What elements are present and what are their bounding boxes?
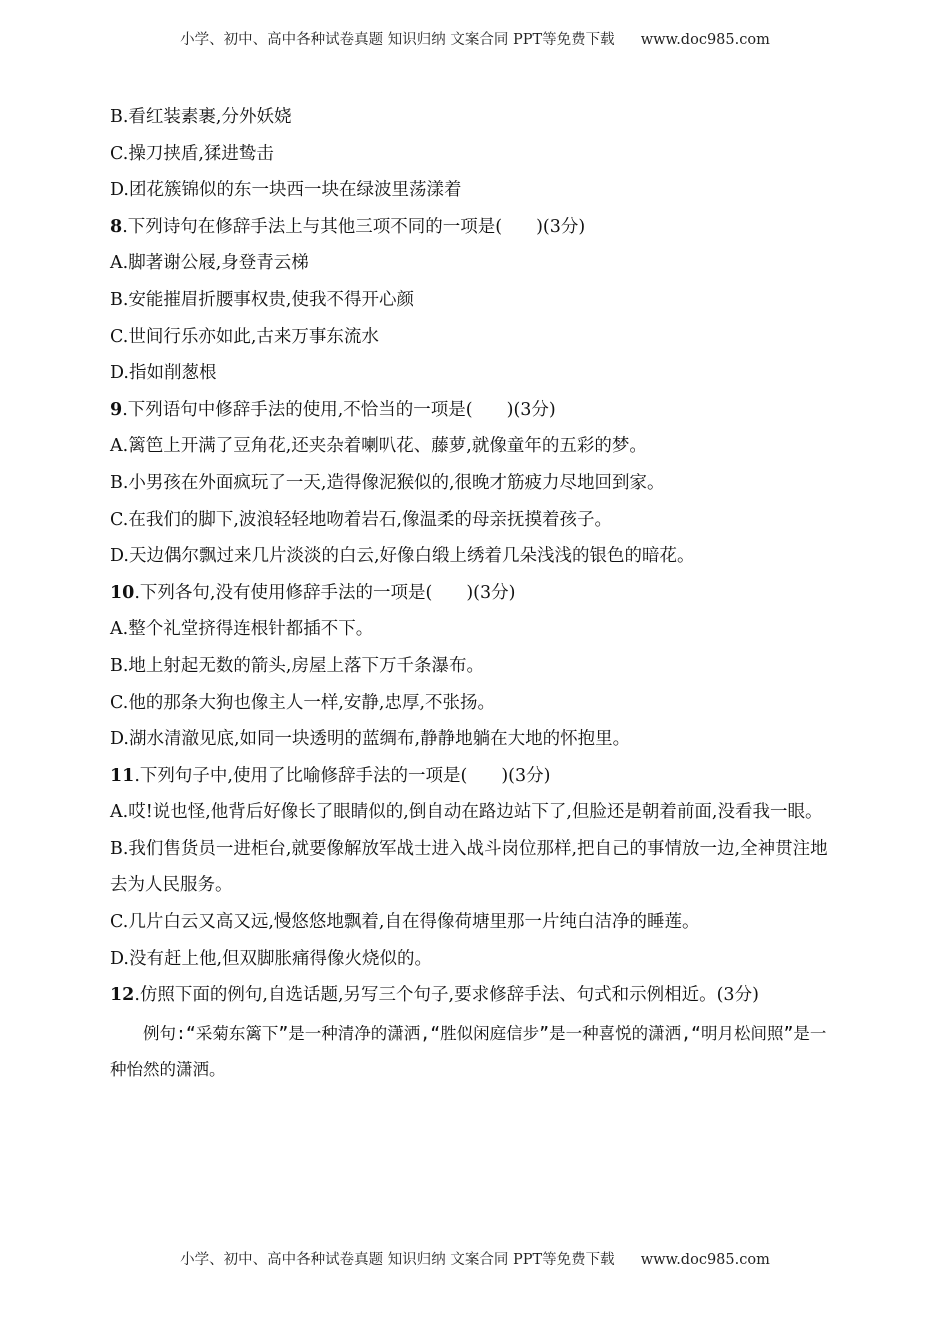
page-header xyxy=(0,28,950,49)
option-10b: B.地上射起无数的箭头,房屋上落下万千条瀑布。 xyxy=(110,655,484,676)
question-number: 12 xyxy=(110,985,135,1006)
option-11b: B.我们售货员一进柜台,就要像解放军战士进入战斗岗位那样,把自己的事情放一边,全神贯注地去为人民服务。 xyxy=(110,838,828,896)
question-9-stem: 9.下列语句中修辞手法的使用,不恰当的一项是( )(3分) xyxy=(110,399,556,420)
question-8-stem: 8.下列诗句在修辞手法上与其他三项不同的一项是( )(3分) xyxy=(110,216,586,237)
option-9a: A.篱笆上开满了豆角花,还夹杂着喇叭花、藤萝,就像童年的五彩的梦。 xyxy=(110,436,647,457)
footer-site-link[interactable]: www.doc985.com xyxy=(640,1252,770,1268)
option-7c: C.操刀挟盾,猱进鸷击 xyxy=(110,143,274,164)
option-11c: C.几片白云又高又远,慢悠悠地飘着,自在得像荷塘里那一片纯白洁净的睡莲。 xyxy=(110,912,700,933)
document-body xyxy=(110,99,842,1088)
option-10c: C.他的那条大狗也像主人一样,安静,忠厚,不张扬。 xyxy=(110,692,496,713)
question-11-stem: 11.下列句子中,使用了比喻修辞手法的一项是( )(3分) xyxy=(110,765,551,786)
question-10-stem: 10.下列各句,没有使用修辞手法的一项是( )(3分) xyxy=(110,582,516,603)
option-7b: B.看红装素裹,分外妖娆 xyxy=(110,107,292,127)
option-8d: D.指如削葱根 xyxy=(110,363,217,384)
option-8a: A.脚著谢公屐,身登青云梯 xyxy=(110,253,309,274)
option-8c: C.世间行乐亦如此,古来万事东流水 xyxy=(110,326,379,347)
option-9b: B.小男孩在外面疯玩了一天,造得像泥猴似的,很晚才筋疲力尽地回到家。 xyxy=(110,472,665,493)
question-number: 11 xyxy=(110,765,135,786)
option-11d: D.没有赶上他,但双脚胀痛得像火烧似的。 xyxy=(110,948,433,969)
footer-text: 小学、初中、高中各种试卷真题 知识归纳 文案合同 PPT等免费下载 xyxy=(180,1252,615,1268)
header-site-link[interactable]: www.doc985.com xyxy=(640,32,770,48)
option-9c: C.在我们的脚下,波浪轻轻地吻着岩石,像温柔的母亲抚摸着孩子。 xyxy=(110,509,612,530)
option-7d: D.团花簇锦似的东一块西一块在绿波里荡漾着 xyxy=(110,180,462,201)
option-8b: B.安能摧眉折腰事权贵,使我不得开心颜 xyxy=(110,289,414,310)
question-number: 8 xyxy=(110,216,123,237)
option-9d: D.天边偶尔飘过来几片淡淡的白云,好像白缎上绣着几朵浅浅的银色的暗花。 xyxy=(110,546,695,567)
question-12-stem: 12.仿照下面的例句,自选话题,另写三个句子,要求修辞手法、句式和示例相近。(3分) xyxy=(110,985,759,1006)
option-10d: D.湖水清澈见底,如同一块透明的蓝绸布,静静地躺在大地的怀抱里。 xyxy=(110,729,631,750)
page-footer xyxy=(0,1248,950,1269)
option-11a: A.哎!说也怪,他背后好像长了眼睛似的,倒自动在路边站下了,但脸还是朝着前面,没看我一眼。 xyxy=(110,802,823,823)
question-12-example: 例句:“采菊东篱下”是一种清净的潇洒,“胜似闲庭信步”是一种喜悦的潇洒,“明月松间照”是一种怡然的潇洒。 xyxy=(110,1023,827,1079)
question-number: 9 xyxy=(110,399,123,420)
question-number: 10 xyxy=(110,582,135,603)
header-text: 小学、初中、高中各种试卷真题 知识归纳 文案合同 PPT等免费下载 xyxy=(180,32,615,48)
option-10a: A.整个礼堂挤得连根针都插不下。 xyxy=(110,619,374,640)
